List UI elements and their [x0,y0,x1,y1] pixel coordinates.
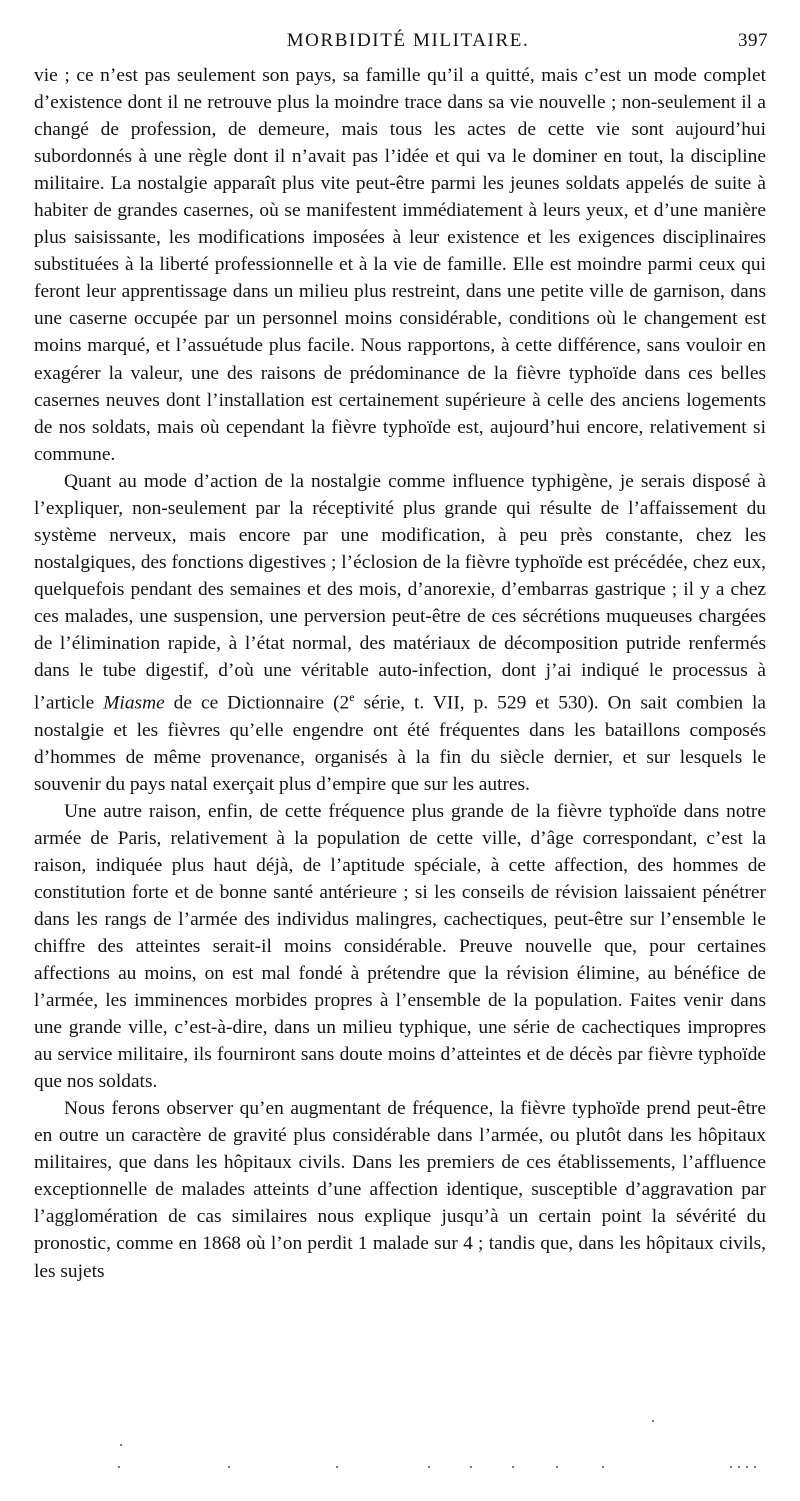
page-number: 397 [738,30,768,51]
print-speck [754,1466,756,1468]
page-header [0,30,800,58]
print-speck [228,1466,230,1468]
paragraph-4: Nous ferons observer qu’en augmentant de fréquence, la fièvre typhoïde prend peut-être en outre un caractère de gravité plus considérable dans l’armée, ou plutôt dans les hôpitaux militaires, que dans les hôpitaux civils. Dans les premiers de ces établissements, l’affluence exceptionnelle de malades atteints d’une affection identique, susceptible d’aggravation par l’agglomération de cas similaires nous explique jusqu’à un certain point la sévérité du pronostic, comme en 1868 où l’on perdit 1 malade sur 4 ; tandis que, dans les hôpitaux civils, les sujets [34,1098,766,1282]
paragraph-3: Une autre raison, enfin, de cette fréquence plus grande de la fièvre typhoïde dans notre armée de Paris, relativement à la population de cette ville, d’âge correspondant, c’est la raison, indiquée plus haut déjà, de l’aptitude spéciale, à cette affection, des hommes de constitution forte et de bonne santé antérieure ; si les conseils de révision laissaient pénétrer dans les rangs de l’armée des individus malingres, cachectiques, peut-être sur l’ensemble le chiffre des atteintes serait-il moins considérable. Preuve nouvelle que, pour certaines affections au moins, on est mal fondé à prétendre que la révision élimine, au bénéfice de l’armée, les imminences morbides propres à l’ensemble de la population. Faites venir dans une grande ville, c’est-à-dire, dans un milieu typhique, une série de cachectiques impropres au service militaire, ils fourniront sans doute moins d’atteintes et de décès par fièvre typhoïde que nos soldats. [34,800,766,1093]
print-speck [602,1466,604,1468]
paragraph-1: vie ; ce n’est pas seulement son pays, sa famille qu’il a quitté, mais c’est un mode complet d’existence dont il ne retrouve plus la moindre trace dans sa vie nouvelle ; non-seulement il a changé de profession, de demeure, mais tous les actes de cette vie sont aujourd’hui subordonnés à une règle dont il n’avait pas l’idée et qui va le dominer en tout, la discipline militaire. La nostalgie apparaît plus vite peut-être parmi les jeunes soldats appelés de suite à habiter de grandes casernes, où se manifestent immédiatement à leurs yeux, et d’une manière plus saisissante, les modifications imposées à leur existence et les exigences disciplinaires substituées à la liberté professionnelle et à la vie de famille. Elle est moindre parmi ceux qui feront leur apprentissage dans un milieu plus restreint, dans une petite ville de garnison, dans une caserne occupée par un personnel moins considérable, conditions où le changement est moins marqué, et l’assuétude plus facile. Nous rapportons, à cette différence, sans vouloir en exagérer la valeur, une des raisons de prédominance de la fièvre typhoïde dans ces belles casernes neuves dont l’installation est certainement supérieure à celle des anciens logements de nos soldats, mais où cependant la fièvre typhoïde est, aujourd’hui encore, relativement si commune. [34,65,766,465]
print-speck [120,1444,122,1446]
print-speck [652,1420,654,1422]
body-text [34,62,766,1285]
paragraph-2-superscript: e [349,690,355,705]
paragraph-2-start: Quant au mode d’action de la nostalgie comme influence typhigène, je serais disposé à l’expliquer, non-seulement par la réceptivité plus grande qui résulte de l’affaissement du système nerveux, mais encore par une modification, à peu près constante, chez les nostalgiques, des fonctions digestives ; l’éclosion de la fièvre typhoïde est précédée, chez eux, quelquefois pendant des semaines et des mois, d’anorexie, d’embarras gastrique ; il y a chez ces malades, une suspension, une perversion peut-être de ces sécrétions muqueuses chargées de l’élimination rapide, à l’état normal, des matériaux de décomposition putride renfermés dans le tube digestif, d’où une véritable auto-infection, dont j’ai indiqué le processus à l’article [34,470,766,714]
paragraph-2 [34,468,766,798]
print-speck [730,1466,732,1468]
print-speck [118,1466,120,1468]
paragraph-2-middle: de ce Dictionnaire (2 [164,692,350,714]
print-speck [556,1466,558,1468]
print-speck [428,1466,430,1468]
paragraph-2-italic-term: Miasme [103,692,165,714]
print-speck [746,1466,748,1468]
print-speck [336,1466,338,1468]
print-speck [512,1466,514,1468]
print-speck [470,1466,472,1468]
print-speck [738,1466,740,1468]
paragraph-2-end: série, t. VII, p. 529 et 530). On sait combien la nostalgie et les fièvres qu’elle engendre ont été fréquentes dans les bataillons composés d’hommes de même provenance, organisés à la fin du siècle dernier, et sur lesquels le souvenir du pays natal exerçait plus d’empire que sur les autres. [34,692,766,795]
running-head: MORBIDITÉ MILITAIRE. [286,30,530,51]
print-marks [0,1452,800,1492]
